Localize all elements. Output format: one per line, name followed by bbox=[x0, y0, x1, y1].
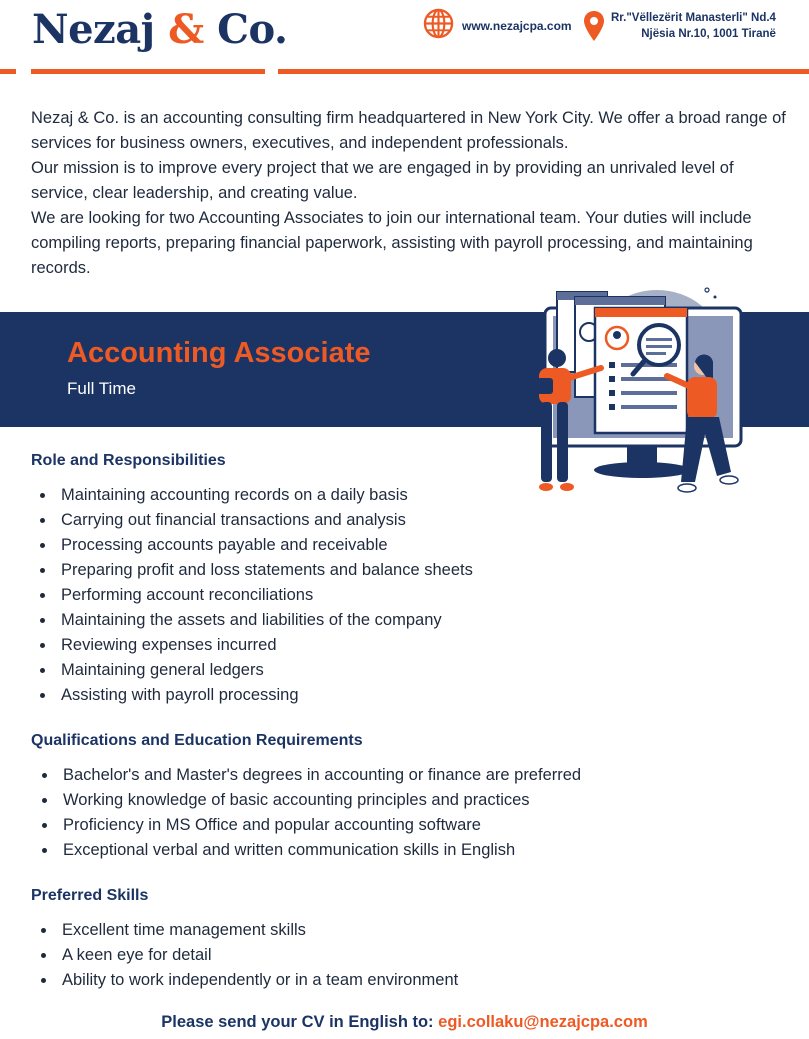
list-item: Excellent time management skills bbox=[41, 918, 458, 943]
footer-prompt: Please send your CV in English to: bbox=[161, 1013, 434, 1031]
website-link[interactable]: www.nezajcpa.com bbox=[462, 19, 572, 33]
company-logo bbox=[32, 6, 287, 53]
section-title-qualifications: Qualifications and Education Requirements bbox=[31, 732, 363, 749]
list-item: Proficiency in MS Office and popular accounting software bbox=[42, 813, 581, 838]
address-line-2: Njësia Nr.10, 1001 Tiranë bbox=[641, 28, 776, 40]
email-link[interactable]: egi.collaku@nezajcpa.com bbox=[438, 1013, 648, 1031]
application-footer bbox=[0, 1013, 809, 1032]
list-item: Carrying out financial transactions and analysis bbox=[40, 508, 473, 533]
skills-list bbox=[41, 918, 458, 993]
list-item: Assisting with payroll processing bbox=[40, 683, 473, 708]
company-intro bbox=[31, 106, 791, 281]
header-divider-left bbox=[0, 69, 16, 74]
location-pin-icon bbox=[583, 10, 605, 47]
list-item: Maintaining the assets and liabilities of the company bbox=[40, 608, 473, 633]
section-title-skills: Preferred Skills bbox=[31, 887, 149, 904]
address-line-1: Rr."Vëllezërit Manasterli" Nd.4 bbox=[611, 12, 776, 24]
logo-suffix: Co. bbox=[217, 6, 288, 53]
intro-paragraph-1: Nezaj & Co. is an accounting consulting firm headquartered in New York City. We offer a broad range of services for business owners, executives, and independent professionals. bbox=[31, 109, 786, 152]
logo-name: Nezaj bbox=[32, 6, 155, 53]
address-contact bbox=[583, 10, 776, 47]
list-item: A keen eye for detail bbox=[41, 943, 458, 968]
accounting-illustration bbox=[527, 282, 757, 497]
list-item: Ability to work independently or in a team environment bbox=[41, 968, 458, 993]
website-contact bbox=[423, 10, 572, 42]
globe-icon bbox=[423, 8, 454, 44]
header-divider-middle bbox=[31, 69, 265, 74]
list-item: Bachelor's and Master's degrees in accounting or finance are preferred bbox=[42, 763, 581, 788]
responsibilities-list bbox=[40, 483, 473, 708]
header-divider-right bbox=[278, 69, 809, 74]
list-item: Preparing profit and loss statements and balance sheets bbox=[40, 558, 473, 583]
list-item: Exceptional verbal and written communication skills in English bbox=[42, 838, 581, 863]
section-title-responsibilities: Role and Responsibilities bbox=[31, 452, 226, 469]
list-item: Maintaining general ledgers bbox=[40, 658, 473, 683]
intro-paragraph-2: Our mission is to improve every project that we are engaged in by providing an unrivaled level of service, clear leadership, and creating value. bbox=[31, 159, 734, 202]
qualifications-list bbox=[42, 763, 581, 863]
employment-type: Full Time bbox=[67, 379, 136, 398]
list-item: Processing accounts payable and receivable bbox=[40, 533, 473, 558]
list-item: Working knowledge of basic accounting principles and practices bbox=[42, 788, 581, 813]
list-item: Performing account reconciliations bbox=[40, 583, 473, 608]
logo-ampersand: & bbox=[168, 6, 204, 53]
intro-paragraph-3: We are looking for two Accounting Associates to join our international team. Your duties will include compiling reports, preparing financial paperwork, assisting with payroll processing, and maintaining records. bbox=[31, 209, 753, 277]
address-text bbox=[611, 10, 776, 42]
list-item: Maintaining accounting records on a daily basis bbox=[40, 483, 473, 508]
job-title: Accounting Associate bbox=[67, 337, 371, 369]
list-item: Reviewing expenses incurred bbox=[40, 633, 473, 658]
